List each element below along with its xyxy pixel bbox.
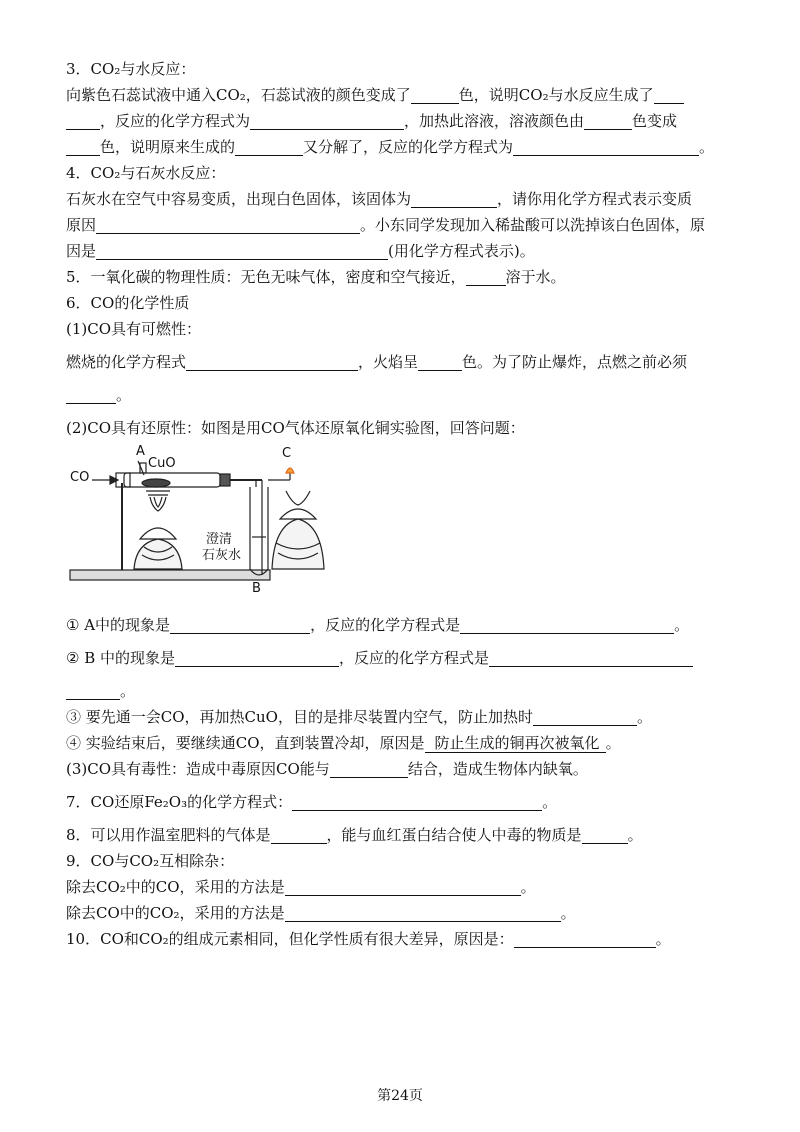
q6-step3: ③ 要先通一会CO，再加热CuO，目的是排尽装置内空气，防止加热时 。 — [66, 708, 652, 726]
q6-blank-binds-with[interactable] — [330, 759, 408, 778]
q6-blank-burn-equation[interactable] — [186, 352, 358, 371]
q4-blank-equation[interactable] — [96, 215, 360, 234]
fig-label-limewater-1: 澄清 — [206, 532, 233, 547]
q6-blank-before-ignite[interactable] — [66, 385, 116, 404]
q9-title: 9．CO与CO₂互相除杂： — [66, 852, 235, 870]
q9-line1: 除去CO₂中的CO，采用的方法是 。 — [66, 878, 536, 896]
q10-line: 10．CO和CO₂的组成元素相同，但化学性质有很大差异，原因是： 。 — [66, 930, 671, 948]
q3-blank-color[interactable] — [411, 85, 459, 104]
q4-line1: 石灰水在空气中容易变质，出现白色固体，该固体为 ，请你用化学方程式表示变质 — [66, 190, 693, 208]
fig-label-c: C — [282, 446, 292, 461]
q10-blank-reason[interactable] — [514, 929, 656, 948]
q4-title: 4．CO₂与石灰水反应： — [66, 164, 226, 182]
q3-blank-product[interactable] — [654, 85, 684, 104]
q6-part3: (3)CO具有毒性：造成中毒原因CO能与 结合，造成生物体内缺氧。 — [66, 760, 588, 778]
q4-blank-solid[interactable] — [411, 189, 497, 208]
q6-blank-b-phenomenon[interactable] — [175, 648, 339, 667]
q6-step1: ① A中的现象是 ，反应的化学方程式是 。 — [66, 616, 690, 634]
fig-label-co: CO — [70, 470, 90, 485]
apparatus-figure — [66, 444, 734, 597]
q6-part2-title: (2)CO具有还原性：如图是用CO气体还原氧化铜实验图，回答问题： — [66, 419, 525, 437]
q8-line: 8．可以用作温室肥料的气体是 ，能与血红蛋白结合使人中毒的物质是 。 — [66, 826, 643, 844]
q6-part1-title: (1)CO具有可燃性： — [66, 320, 202, 338]
q4-blank-hcl-equation[interactable] — [96, 241, 388, 260]
q8-blank-greenhouse-gas[interactable] — [271, 825, 327, 844]
q6-step2: ② B 中的现象是 ，反应的化学方程式是 — [66, 645, 734, 671]
q3-blank-color-from[interactable] — [584, 111, 632, 130]
q5-line: 5．一氧化碳的物理性质：无色无味气体，密度和空气接近， 溶于水。 — [66, 268, 566, 286]
q6-answer-reason: 防止生成的铜再次被氧化 — [425, 734, 606, 753]
page-number: 第24页 — [377, 1088, 423, 1104]
q9-line2: 除去CO中的CO₂，采用的方法是 。 — [66, 904, 576, 922]
q4-line3: 因是 (用化学方程式表示)。 — [66, 242, 535, 260]
fig-label-b: B — [252, 581, 261, 596]
q6-step4: ④ 实验结束后，要继续通CO，直到装置冷却，原因是 防止生成的铜再次被氧化 。 — [66, 734, 621, 752]
q7-line: 7．CO还原Fe₂O₃的化学方程式： 。 — [66, 793, 558, 811]
q6-blank-purpose[interactable] — [533, 707, 637, 726]
q4-line2: 原因 。小东同学发现加入稀盐酸可以洗掉该白色固体，原 — [66, 216, 706, 234]
q6-blank-b-equation-cont[interactable] — [66, 681, 120, 700]
q3-line3: 色，说明原来生成的 又分解了，反应的化学方程式为 。 — [66, 134, 734, 160]
q3-blank-substance[interactable] — [235, 137, 303, 156]
q3-blank-product-cont[interactable] — [66, 111, 100, 130]
worksheet-page — [66, 56, 734, 952]
q6-blank-b-equation[interactable] — [489, 648, 693, 667]
q3-blank-equation[interactable] — [250, 111, 404, 130]
fig-label-cuo: CuO — [148, 456, 176, 471]
q7-blank-equation[interactable] — [292, 792, 542, 811]
q3-blank-decomp-equation[interactable] — [513, 137, 699, 156]
q6-step2-cont: 。 — [66, 678, 734, 704]
q9-blank-remove-co[interactable] — [285, 877, 521, 896]
q6-title: 6．CO的化学性质 — [66, 294, 190, 312]
q5-blank-solubility[interactable] — [466, 267, 506, 286]
q3-title: 3．CO₂与水反应： — [66, 60, 196, 78]
q6-blank-a-equation[interactable] — [460, 615, 674, 634]
q3-line2: ，反应的化学方程式为 ，加热此溶液，溶液颜色由 色变成 — [66, 108, 734, 134]
q6-blank-flame-color[interactable] — [418, 352, 462, 371]
q6-blank-a-phenomenon[interactable] — [170, 615, 310, 634]
q9-blank-remove-co2[interactable] — [285, 903, 561, 922]
q8-blank-toxic-substance[interactable] — [582, 825, 628, 844]
fig-label-a: A — [136, 444, 145, 459]
q6-burn-line2: 。 — [66, 382, 734, 408]
q3-line1: 向紫色石蕊试液中通入CO₂，石蕊试液的颜色变成了 色，说明CO₂与水反应生成了 — [66, 82, 734, 108]
q3-blank-color-to[interactable] — [66, 137, 100, 156]
fig-label-limewater-2: 石灰水 — [202, 548, 242, 563]
q6-burn-line: 燃烧的化学方程式 ，火焰呈 色。为了防止爆炸，点燃之前必须 — [66, 353, 688, 371]
